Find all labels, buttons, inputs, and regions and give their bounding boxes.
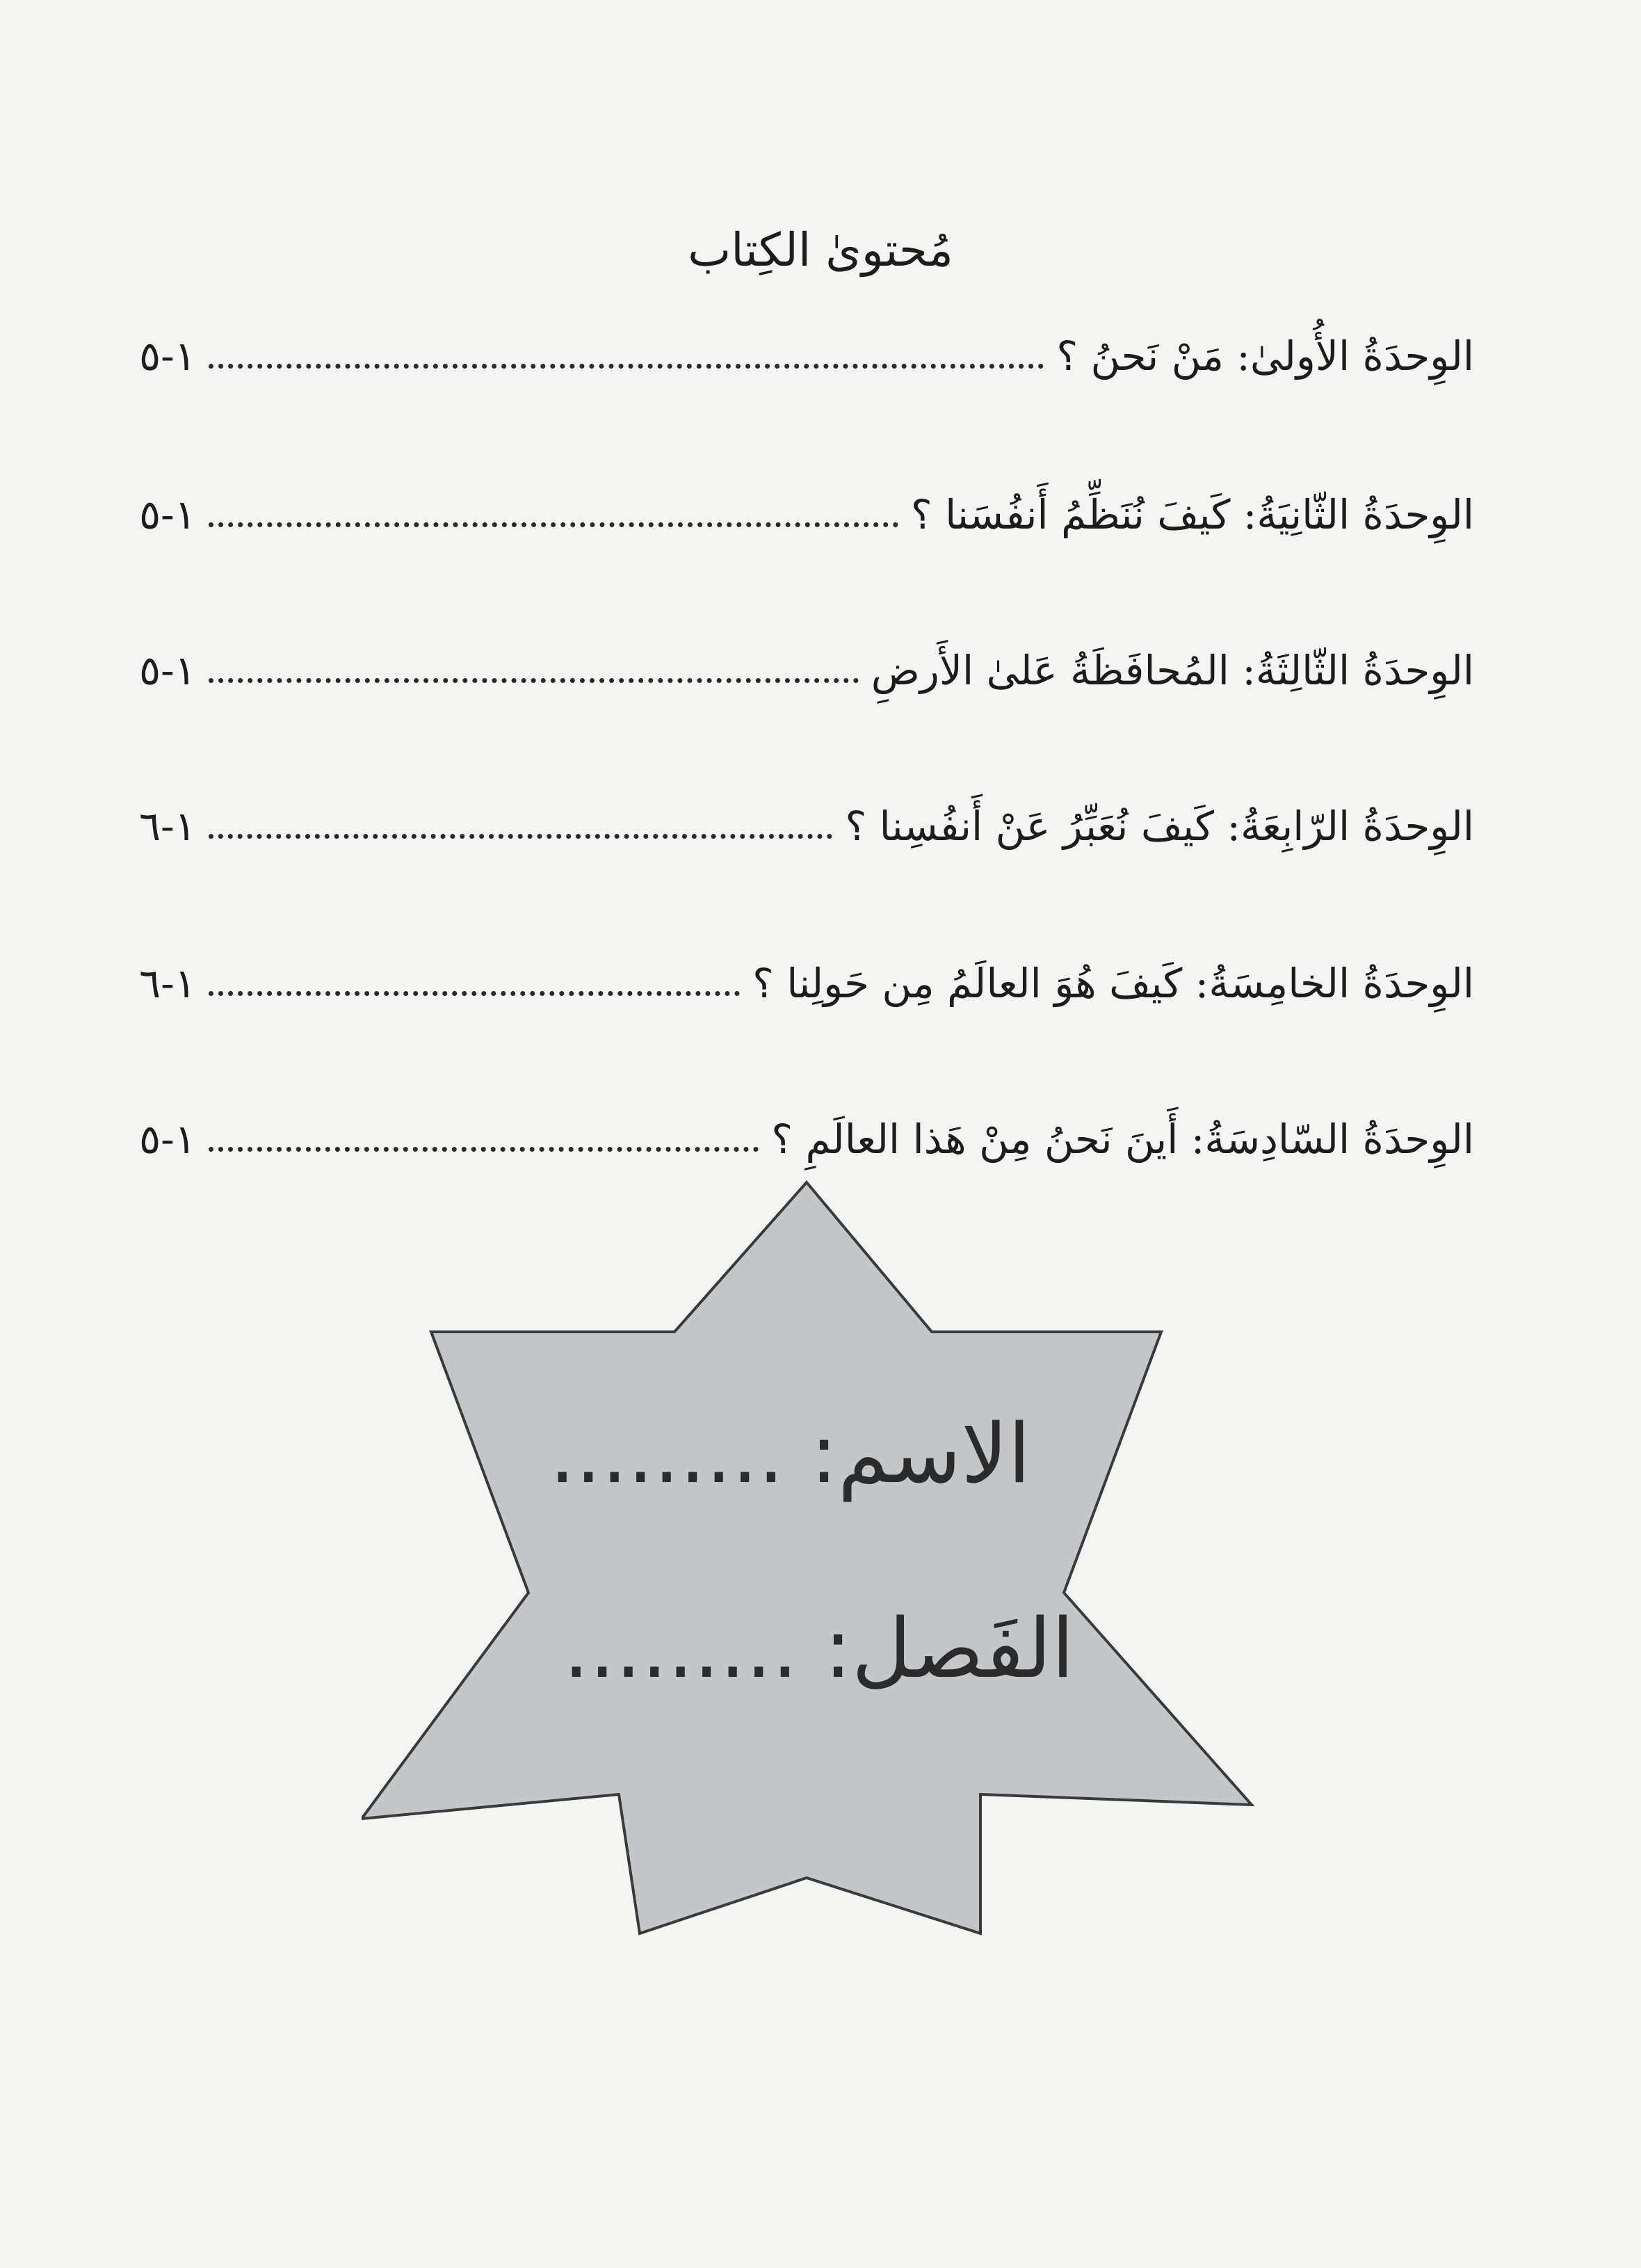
star-polygon: [362, 1182, 1252, 1933]
toc-entry-unit-6: [139, 1089, 1474, 1166]
seven-point-star-shape: [362, 1175, 1259, 1954]
toc-entry-title: الوِحدَةُ السّادِسَةُ: أَينَ نَحنُ مِنْ هَذا العالَمِ ؟: [771, 1115, 1474, 1163]
toc-dot-leader: [209, 678, 859, 683]
toc-entry-unit-2: [139, 465, 1474, 541]
toc-entry-pages: ١-٦: [139, 802, 196, 850]
toc-entry-title: الوِحدَةُ الرّابِعَةُ: كَيفَ نُعَبِّرُ عَنْ أَنفُسِنا ؟: [845, 802, 1474, 850]
toc-entry-unit-5: [139, 933, 1474, 1010]
toc-entry-pages: ١-٥: [139, 490, 196, 538]
student-class-field: الفَصل: .........: [563, 1600, 1074, 1696]
toc-dot-leader: [209, 364, 1044, 369]
page-title: مُحتوىٰ الكِتاب: [688, 223, 953, 277]
toc-entry-pages: ١-٥: [139, 332, 196, 380]
toc-dot-leader: [209, 834, 833, 839]
toc-dot-leader: [209, 991, 740, 996]
toc-entry-pages: ١-٦: [139, 959, 196, 1007]
toc-entry-unit-1: [139, 306, 1474, 383]
toc-entry-pages: ١-٥: [139, 1115, 196, 1163]
toc-entry-unit-4: [139, 776, 1474, 853]
name-class-star-badge: [362, 1175, 1259, 1954]
toc-entry-title: الوِحدَةُ الثّانِيَةُ: كَيفَ نُنَظِّمُ أَنفُسَنا ؟: [910, 490, 1474, 538]
student-name-field: الاسم: .........: [549, 1406, 1031, 1502]
toc-entry-pages: ١-٥: [139, 646, 196, 694]
toc-entry-title: الوِحدَةُ الخامِسَةُ: كَيفَ هُوَ العالَمُ مِن حَولِنا ؟: [752, 959, 1474, 1007]
toc-entry-unit-3: [139, 620, 1474, 697]
toc-dot-leader: [209, 522, 898, 527]
toc-entry-title: الوِحدَةُ الأُولىٰ: مَنْ نَحنُ ؟: [1056, 332, 1474, 380]
toc-entry-title: الوِحدَةُ الثّالِثَةُ: المُحافَظَةُ عَلىٰ الأَرضِ: [871, 646, 1474, 694]
toc-dot-leader: [209, 1147, 759, 1152]
